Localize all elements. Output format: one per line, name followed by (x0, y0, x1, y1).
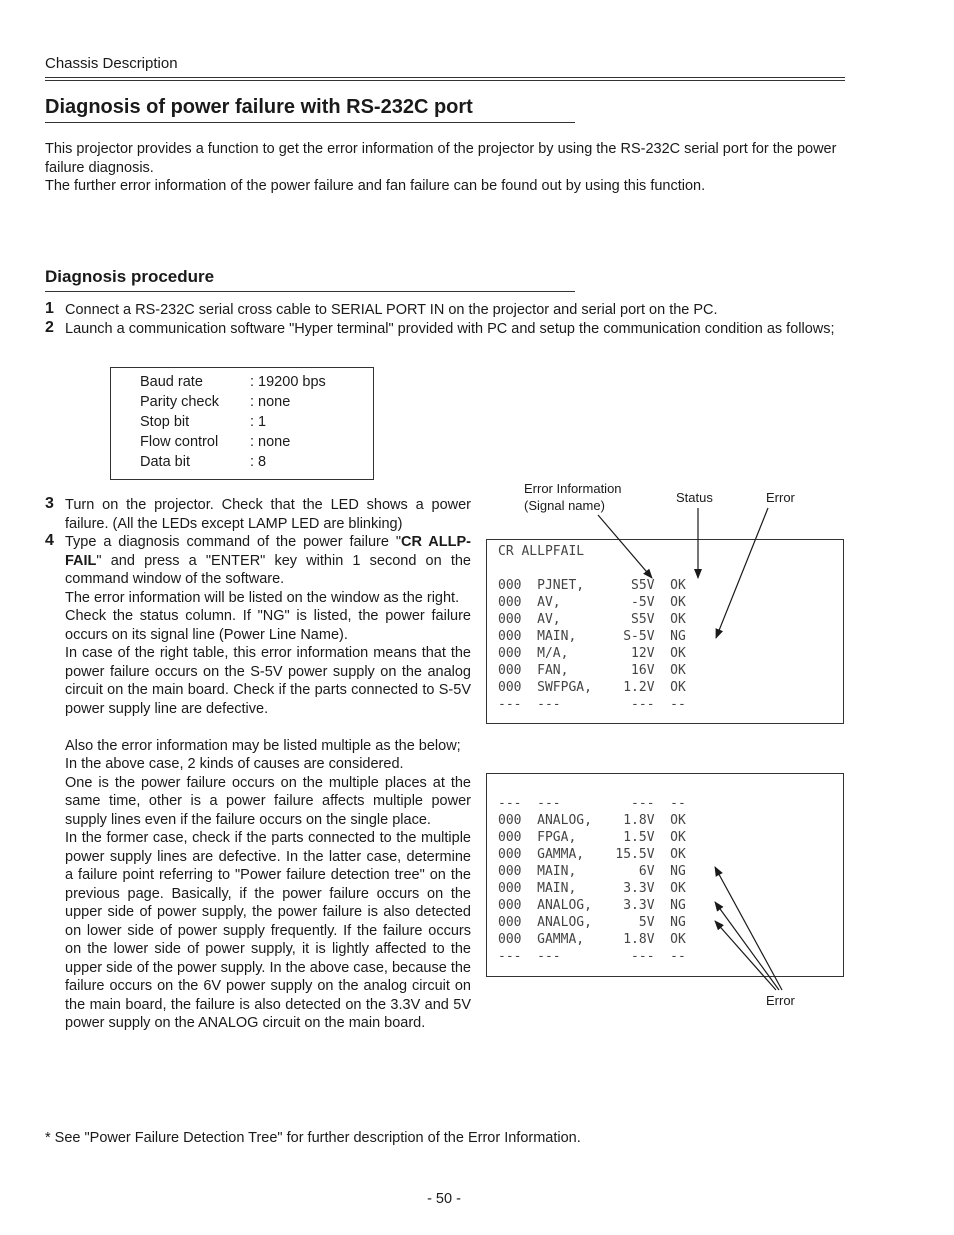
setting-label: Flow control (140, 434, 219, 450)
terminal-line: 000 ANALOG, 5V NG (498, 915, 686, 930)
label-error: Error (766, 490, 795, 505)
setting-value: : 8 (250, 454, 267, 470)
setting-value: : 1 (250, 414, 267, 430)
command-text: CR ALLP-FAIL (65, 534, 471, 569)
step-4-paragraph: Check the status column. If "NG" is listed, the power failure occurs on its signal line (Power Line Name). (65, 608, 471, 643)
section-heading: Diagnosis procedure (45, 267, 215, 286)
setting-value: : none (250, 434, 291, 450)
terminal-line: 000 ANALOG, 3.3V NG (498, 898, 686, 913)
terminal-line: 000 GAMMA, 15.5V OK (498, 847, 686, 862)
terminal-line: 000 M/A, 12V OK (498, 646, 686, 661)
terminal-line: 000 PJNET, S5V OK (498, 578, 686, 593)
setting-label: Baud rate (140, 374, 203, 390)
setting-value: : none (250, 394, 291, 410)
terminal-line: 000 AV, -5V OK (498, 595, 686, 610)
arrow-error (716, 508, 768, 638)
step-text: Turn on the projector. Check that the LED shows a power failure. (All the LEDs except LAMP LED are blinking) (65, 497, 471, 532)
label-error-2: Error (766, 993, 795, 1008)
intro-paragraph-2: The further error information of the power failure and fan failure can be found out by using this function. (45, 178, 706, 194)
arrow-error-2b (715, 902, 779, 990)
terminal-line: 000 SWFPGA, 1.2V OK (498, 680, 686, 695)
arrow-error-2a (715, 867, 782, 990)
terminal-line: 000 AV, S5V OK (498, 612, 686, 627)
setting-value: : 19200 bps (250, 374, 326, 390)
arrow-error-2c (715, 921, 776, 990)
label-status: Status (676, 490, 713, 505)
terminal-line: --- --- --- -- (498, 697, 686, 712)
step-4-paragraph: In case of the right table, this error information means that the power failure occurs on the S-5V power supply on the analog circuit on the main board. Check if the parts connected to S-5V power supply line are defective. (65, 645, 471, 717)
page-number: - 50 - (427, 1191, 461, 1207)
step-number: 1 (45, 300, 54, 317)
setting-label: Data bit (140, 454, 190, 470)
step-4-paragraph: In the above case, 2 kinds of causes are considered. (65, 756, 404, 772)
terminal-line: 000 MAIN, 3.3V OK (498, 881, 686, 896)
terminal-line: 000 GAMMA, 1.8V OK (498, 932, 686, 947)
step-4-paragraph: Also the error information may be listed multiple as the below; (65, 737, 461, 754)
terminal-line: 000 ANALOG, 1.8V OK (498, 813, 686, 828)
terminal-line: CR ALLPFAIL (498, 544, 585, 559)
terminal-line: --- --- --- -- (498, 796, 686, 811)
terminal-line: --- --- --- -- (498, 949, 686, 964)
step-text-pre: Type a diagnosis command of the power failure " (65, 534, 401, 550)
label-line: Error Information (524, 481, 622, 496)
running-head: Chassis Description (45, 55, 178, 72)
step-4-paragraph: The error information will be listed on the window as the right. (65, 589, 460, 606)
setting-label: Stop bit (140, 414, 190, 430)
setting-label: Parity check (140, 394, 219, 410)
step-text-post: " and press a "ENTER" key within 1 second on the command window of the software. (65, 552, 471, 587)
terminal-line: 000 MAIN, 6V NG (498, 864, 686, 879)
footnote: * See "Power Failure Detection Tree" for further description of the Error Information. (45, 1130, 581, 1146)
step-text: Launch a communication software "Hyper terminal" provided with PC and setup the communication condition as follows; (65, 321, 835, 337)
step-number: 3 (45, 495, 54, 512)
step-4-paragraph: One is the power failure occurs on the multiple places at the same time, other is a power failure affects multiple power supply lines even if the failure occurs on the single place. (65, 774, 471, 828)
arrow-error-information (598, 515, 652, 578)
step-text: Connect a RS-232C serial cross cable to SERIAL PORT IN on the projector and serial port on the PC. (65, 302, 718, 318)
step-4-paragraph: In the former case, check if the parts connected to the multiple power supply lines are defective. In the latter case, determine a failure point referring to "Power failure detection tree" on the previous page. Basically, if the power failure occurs on the upper side of power supply, the power failure is also detected on lower side of power supply frequently. If the failure occurs on the lower side of power supply, it is lightly affected to the upper side of the power supply. In the above case, because the failure occurs on the 6V power supply on the analog circuit on the main board, the failure is also detected on the 3.3V and 5V power supply on the ANALOG circuit on the main board. (65, 830, 471, 1031)
intro-paragraph-1: This projector provides a function to get the error information of the projector by using the RS-232C serial port for the power failure diagnosis. (45, 141, 837, 176)
label-line: (Signal name) (524, 498, 605, 513)
terminal-line: 000 FPGA, 1.5V OK (498, 830, 686, 845)
step-number: 2 (45, 319, 54, 336)
page-title: Diagnosis of power failure with RS-232C port (45, 96, 473, 118)
step-number: 4 (45, 532, 54, 549)
terminal-line: 000 MAIN, S-5V NG (498, 629, 686, 644)
terminal-line: 000 FAN, 16V OK (498, 663, 686, 678)
